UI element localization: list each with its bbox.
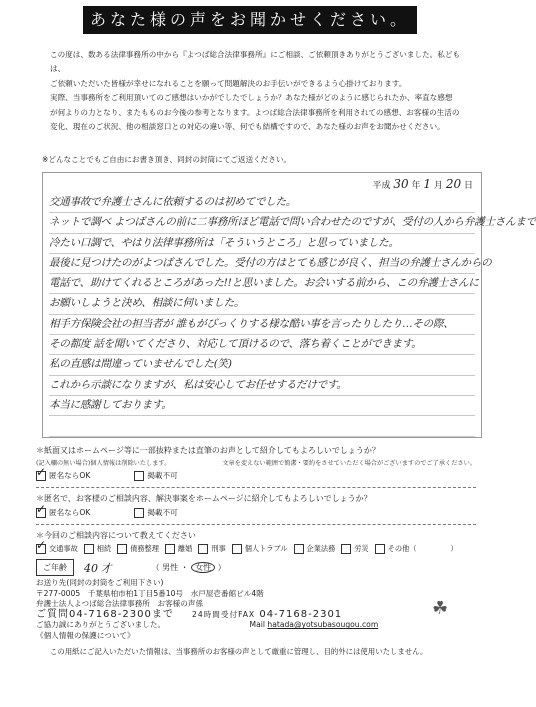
option-debt[interactable]: 債務整理 — [117, 544, 159, 554]
handwritten-line: 最後に見つけたのがよつばさんでした。受付の方はとても感じが良く、担当の弁護士さんからの — [49, 254, 475, 274]
option-criminal[interactable]: 刑事 — [198, 544, 225, 554]
gender-options: （ 男性 ・ 女性 ） — [151, 563, 226, 572]
send-to-label: お送り先(同封の封筒をご利用下さい) — [36, 578, 164, 587]
office-name: 弁護士法人よつば総合法律事務所 お客様の声係 — [36, 599, 204, 609]
handwritten-line: 私の直感は間違っていませんでした(笑) — [49, 355, 475, 375]
question-title: ＊紙面又はホームページ等に一部抜粋または直筆のお声として紹介してもよろしいでしょうか？ — [36, 446, 380, 455]
question-case-publish — [36, 493, 476, 518]
divider — [36, 524, 476, 525]
date-year-suffix: 年 — [411, 181, 421, 191]
option-corporate[interactable]: 企業法務 — [294, 544, 336, 554]
date-day: 20 — [445, 177, 462, 191]
handwritten-line: 電話で、助けてくれるところがあった!!と思いました。お会いする前から、この弁護士さんに — [49, 274, 475, 294]
question-case-type — [36, 530, 476, 554]
checkbox-checked[interactable] — [36, 471, 46, 481]
age-unit: 才 — [100, 561, 112, 575]
handwritten-line: お願いしようと決め、相談に伺いました。 — [49, 294, 475, 314]
phone-label: ご質問 — [36, 608, 69, 620]
question-publish-consent — [36, 445, 476, 481]
option-divorce[interactable]: 離婚 — [165, 544, 192, 554]
handwritten-line: その都度 話を聞いてくださり、対応して頂けるので、落ち着くことができます。 — [49, 335, 475, 355]
mail-label: Mail — [249, 620, 265, 630]
checkbox[interactable] — [198, 544, 208, 554]
handwritten-line: ネットで調べ よつばさんの前に二事務所ほど電話で問い合わせたのですが、受付の人から弁護士さんまで — [49, 213, 475, 233]
intro-line: が何よりの力となり、またもものお今後の参考となります。よつば総合法律事務所を利用されての感想、お客様の生活の — [50, 107, 460, 117]
clover-icon: ☘ — [432, 598, 449, 619]
thanks-text: ご協力誠にありがとうございました。 — [36, 620, 166, 630]
privacy-heading[interactable]: 《個人情報の保護について》 — [36, 630, 135, 640]
option-anonymous-ok[interactable]: ✓匿名ならOK — [36, 507, 90, 518]
option-group — [36, 507, 476, 518]
handwritten-text — [49, 193, 536, 437]
phone-number[interactable]: 04-7168-2300まで — [69, 608, 174, 620]
date-year: 30 — [393, 177, 409, 191]
gender-female-selected[interactable]: 女性 — [191, 562, 215, 573]
age-label: ご年齢 — [36, 559, 74, 576]
mail-link[interactable]: hatada@yotsubasougou.com — [267, 620, 379, 630]
option-no-publish[interactable]: 掲載不可 — [134, 507, 177, 518]
handwritten-line: 相手方保険会社の担当者が 誰もがびっくりする様な酷い事を言ったりしたり…その際、 — [49, 315, 475, 335]
checkbox[interactable] — [134, 508, 144, 518]
intro-line: ご依頼いただいた皆様が幸せになれることを願って問題解決のお手伝いができるよう心掛けております。 — [50, 78, 407, 88]
gender-separator: ・ — [180, 563, 189, 572]
intro-line: 実際、当事務所をご利用頂いてのご感想はいかがでしたでしょうか？あなた様がどのように感じられたか、率直な感想 — [50, 93, 453, 103]
page-title: あなた様の声をお聞かせください。 — [83, 6, 417, 34]
checkbox-checked[interactable] — [36, 508, 46, 518]
handwritten-line: 交通事故で弁護士さんに依頼するのは初めてでした。 — [49, 193, 475, 213]
date-day-suffix: 日 — [463, 181, 473, 191]
option-group — [36, 470, 476, 481]
intro-line: 変化、現在のご状況、他の相談窓口との対応の違い等、何でも結構ですので、あなた様のお声をお聞かせください。 — [50, 122, 445, 132]
note-right: 文章を変えない範囲で簡潔・要約をさせていただく場合がございますのでご了承ください。 — [222, 460, 476, 467]
option-personal-trouble[interactable]: 個人トラブル — [232, 544, 288, 554]
option-no-publish[interactable]: 掲載不可 — [134, 470, 177, 481]
checkbox[interactable] — [341, 544, 351, 554]
checkbox[interactable] — [165, 544, 175, 554]
checkbox[interactable] — [232, 544, 242, 554]
blank-line — [49, 416, 475, 436]
handwritten-comment-box[interactable] — [42, 172, 536, 438]
instruction-note: ※どんなことでもご自由にお書き頂き、同封の封筒にてご返送ください。 — [42, 155, 292, 164]
checkbox[interactable] — [134, 471, 144, 481]
checkbox[interactable] — [117, 544, 127, 554]
handwritten-line: これから示談になりますが、私は安心してお任せするだけです。 — [49, 376, 475, 396]
footer-contact — [36, 578, 476, 642]
intro-line: この度は、数ある法律事務所の中から『よつば総合法律事務所』にご相談、ご依頼頂きありがとうございました。私どもは、 — [50, 50, 461, 74]
fax-number: 04-7168-2301 — [259, 608, 343, 620]
question-title: ＊匿名で、お客様のご相談内容、解決事案をホームページに紹介してもよろしいでしょうか？ — [36, 494, 372, 503]
checkbox[interactable] — [375, 544, 385, 554]
gender-male[interactable]: 男性 — [162, 563, 179, 572]
option-anonymous-ok[interactable]: ✓匿名ならOK — [36, 470, 90, 481]
intro-text — [50, 48, 470, 134]
option-workers-comp[interactable]: 労災 — [341, 544, 368, 554]
divider — [36, 487, 476, 488]
option-other[interactable]: その他（ ） — [375, 544, 458, 554]
date-month: 1 — [423, 177, 432, 191]
privacy-statement: この用紙にご記入いただいた情報は、当事務所のお客様の声として厳重に管理し、目的外には使用いたしません。 — [50, 647, 428, 656]
address: 〒277-0005 千葉県柏市柏1丁目5番10号 水戸屋壱番館ビル4階 — [36, 588, 264, 598]
age-value: 40 — [84, 561, 98, 575]
age-field[interactable] — [84, 560, 112, 576]
checkbox[interactable] — [294, 544, 304, 554]
option-traffic-accident[interactable]: ✓交通事故 — [36, 544, 78, 554]
checkbox[interactable] — [84, 544, 94, 554]
fax-label: 24時間受付FAX — [192, 609, 256, 619]
handwritten-line: 本当に感謝しております。 — [49, 396, 475, 416]
date-era: 平成 — [372, 181, 391, 191]
checkbox-checked[interactable] — [36, 544, 46, 554]
option-inheritance[interactable]: 相続 — [84, 544, 111, 554]
question-note — [36, 458, 476, 467]
handwritten-line: 冷たい口調で、やはり法律事務所は「そういうところ」と思っていました。 — [49, 234, 475, 254]
option-group — [36, 544, 476, 554]
thanks-row — [36, 620, 476, 631]
note-left: (記入欄の無い場合)個人情報は削除いたします。 — [36, 460, 171, 467]
survey-section — [36, 445, 476, 576]
age-gender-row — [36, 559, 476, 576]
date-field — [372, 177, 473, 191]
date-month-suffix: 月 — [433, 181, 443, 191]
phone-row — [36, 610, 476, 621]
question-title: ＊今回のご相談内容について教えてください — [36, 531, 196, 540]
